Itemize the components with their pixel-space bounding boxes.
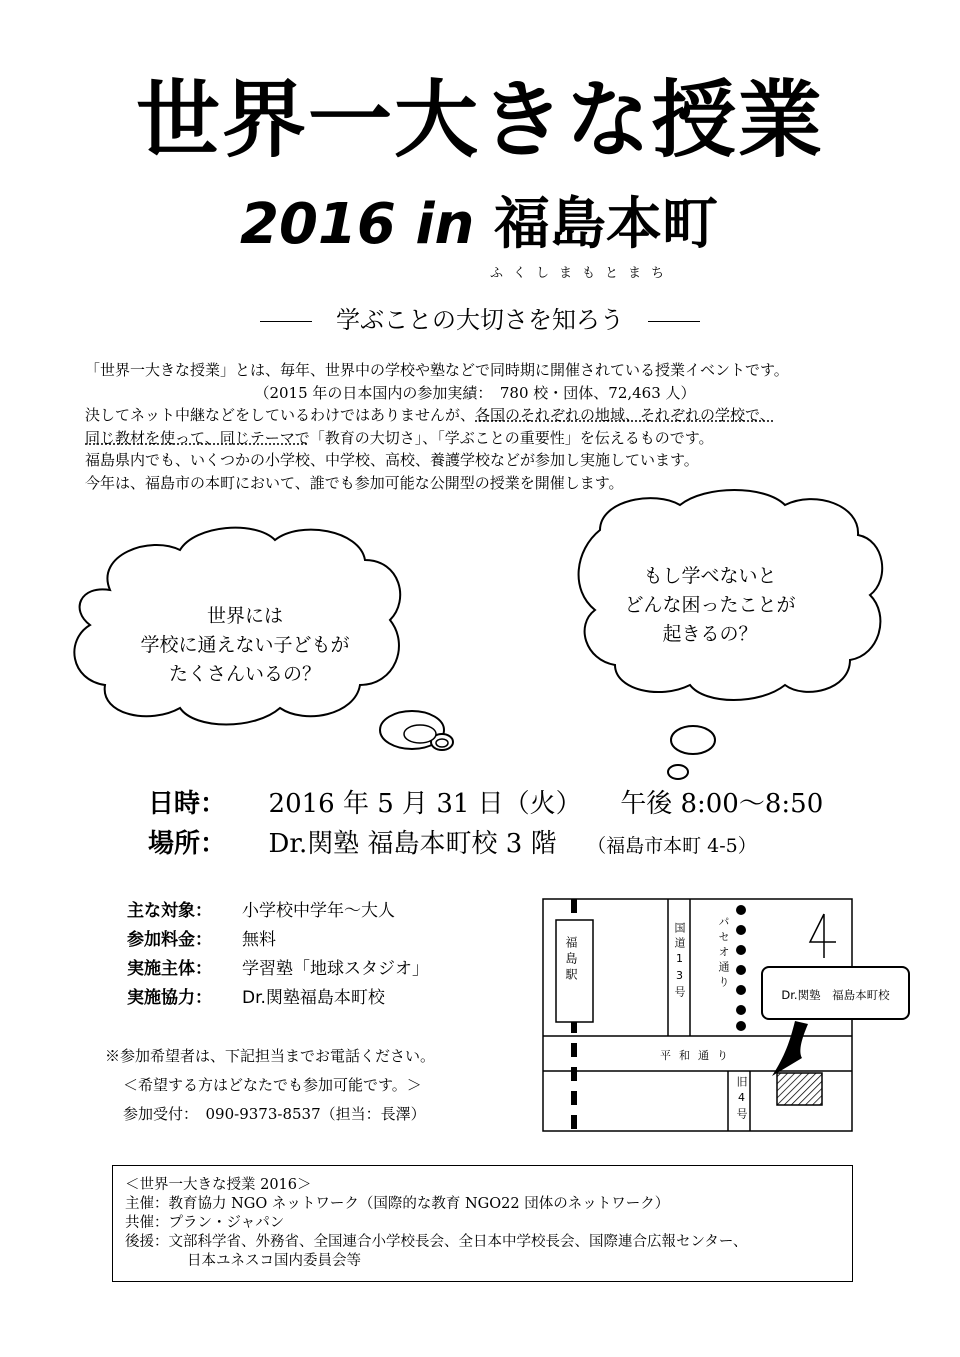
- details-value: Dr.関塾福島本町校: [242, 988, 385, 1008]
- details-row: [127, 925, 429, 954]
- details-label: 実施協力：: [127, 988, 212, 1008]
- footer-title: ＜世界一大きな授業 2016＞: [125, 1177, 312, 1193]
- map-station-label: 福島駅: [564, 936, 578, 984]
- bubble-line: 起きるの？: [662, 623, 758, 645]
- intro-line-part: 決してネット中継などをしているわけではありませんが、: [85, 406, 476, 424]
- intro-line: [85, 404, 885, 427]
- school-building: [777, 1073, 822, 1105]
- map-route13-label: 国道13号: [673, 922, 686, 1001]
- time-value: 午後 8:00～8:50: [620, 789, 824, 819]
- subtitle-in: in: [415, 192, 475, 257]
- place-label: 場所：: [148, 829, 227, 859]
- map-school-label: Dr.関塾 福島本町校: [781, 988, 890, 1002]
- intro-underlined: 各国のそれぞれの地域、それぞれの学校で、: [475, 406, 775, 424]
- place-address: （福島市本町 4-5）: [587, 835, 757, 857]
- footer-cohost: 共催：プラン・ジャパン: [125, 1215, 285, 1231]
- right-bubble-text: [595, 562, 825, 649]
- place-value: Dr.関塾 福島本町校 3 階: [268, 829, 557, 859]
- place-furigana: ふくしまもとまち: [490, 266, 675, 281]
- footer-support: 後援：文部科学省、外務省、全国連合小学校長会、全日本中学校長会、国際連合広報センター、: [125, 1234, 748, 1250]
- intro-line-part: 「教育の大切さ」、「学ぶことの重要性」を伝えるものです。: [309, 428, 714, 447]
- intro-line: 今年は、福島市の本町において、誰でも参加可能な公開型の授業を開催します。: [85, 473, 624, 492]
- sponsor-box: [112, 1165, 853, 1282]
- note-line: ※参加希望者は、下記担当までお電話ください。: [105, 1047, 436, 1065]
- details-list: [127, 896, 429, 1012]
- details-row: [127, 954, 429, 983]
- details-label: 参加料金：: [127, 930, 212, 950]
- bubble-line: 学校に通えない子どもが: [140, 634, 350, 656]
- registration-notes: [105, 1042, 435, 1129]
- details-value: 学習塾「地球スタジオ」: [242, 959, 429, 979]
- tagline-text: 学ぶことの大切さを知ろう: [336, 306, 624, 334]
- note-line: 参加受付： 090-9373-8537（担当：長澤）: [123, 1105, 426, 1123]
- event-date-row: [148, 791, 823, 817]
- map-heiwa-label: 平和通り: [660, 1049, 736, 1062]
- subtitle-place: 福島本町: [493, 192, 718, 257]
- map-passeo-label: パセオ通り: [717, 916, 730, 991]
- intro-text: [85, 359, 885, 494]
- bubble-line: どんな困ったことが: [624, 594, 796, 616]
- tagline-dash-left: [260, 321, 312, 322]
- intro-line: [85, 427, 885, 450]
- date-value: 2016 年 5 月 31 日（火）: [268, 789, 582, 819]
- page-subtitle: [240, 192, 718, 257]
- details-row: [127, 983, 429, 1012]
- details-row: [127, 896, 429, 925]
- map-old4-label: 旧4号: [735, 1076, 748, 1123]
- tagline-dash-right: [648, 321, 700, 322]
- bubble-line: たくさんいるの？: [168, 663, 321, 685]
- footer-organizer: 主催：教育協力 NGO ネットワーク（国際的な教育 NGO22 団体のネットワーク）: [125, 1196, 670, 1212]
- details-label: 実施主体：: [127, 959, 212, 979]
- intro-underlined: 同じ教材を使って、同じテーマで: [85, 428, 310, 447]
- details-value: 小学校中学年～大人: [242, 901, 395, 921]
- details-value: 無料: [242, 930, 276, 950]
- date-label: 日時：: [148, 789, 227, 819]
- intro-line: （2015 年の日本国内の参加実績： 780 校・団体、72,463 人）: [254, 383, 696, 402]
- footer-support-cont: 日本ユネスコ国内委員会等: [187, 1253, 361, 1269]
- right-thought-dot-small: [668, 765, 688, 779]
- note-line: ＜希望する方はどなたでも参加可能です。＞: [123, 1076, 422, 1094]
- bubble-line: 世界には: [206, 605, 283, 627]
- page-title: 世界一大きな授業: [135, 71, 824, 169]
- right-thought-dot-large: [671, 726, 715, 754]
- subtitle-year: 2016: [240, 192, 396, 257]
- event-place-row: [148, 831, 757, 857]
- intro-line: 福島県内でも、いくつかの小学校、中学校、高校、養護学校などが参加し実施しています。: [85, 451, 699, 469]
- intro-line: 「世界一大きな授業」とは、毎年、世界中の学校や塾などで同時期に開催されている授業イベントです。: [85, 361, 789, 379]
- bubble-line: もし学べないと: [643, 565, 777, 587]
- tagline: [0, 300, 960, 335]
- left-bubble-text: [110, 602, 380, 689]
- details-label: 主な対象：: [127, 901, 212, 921]
